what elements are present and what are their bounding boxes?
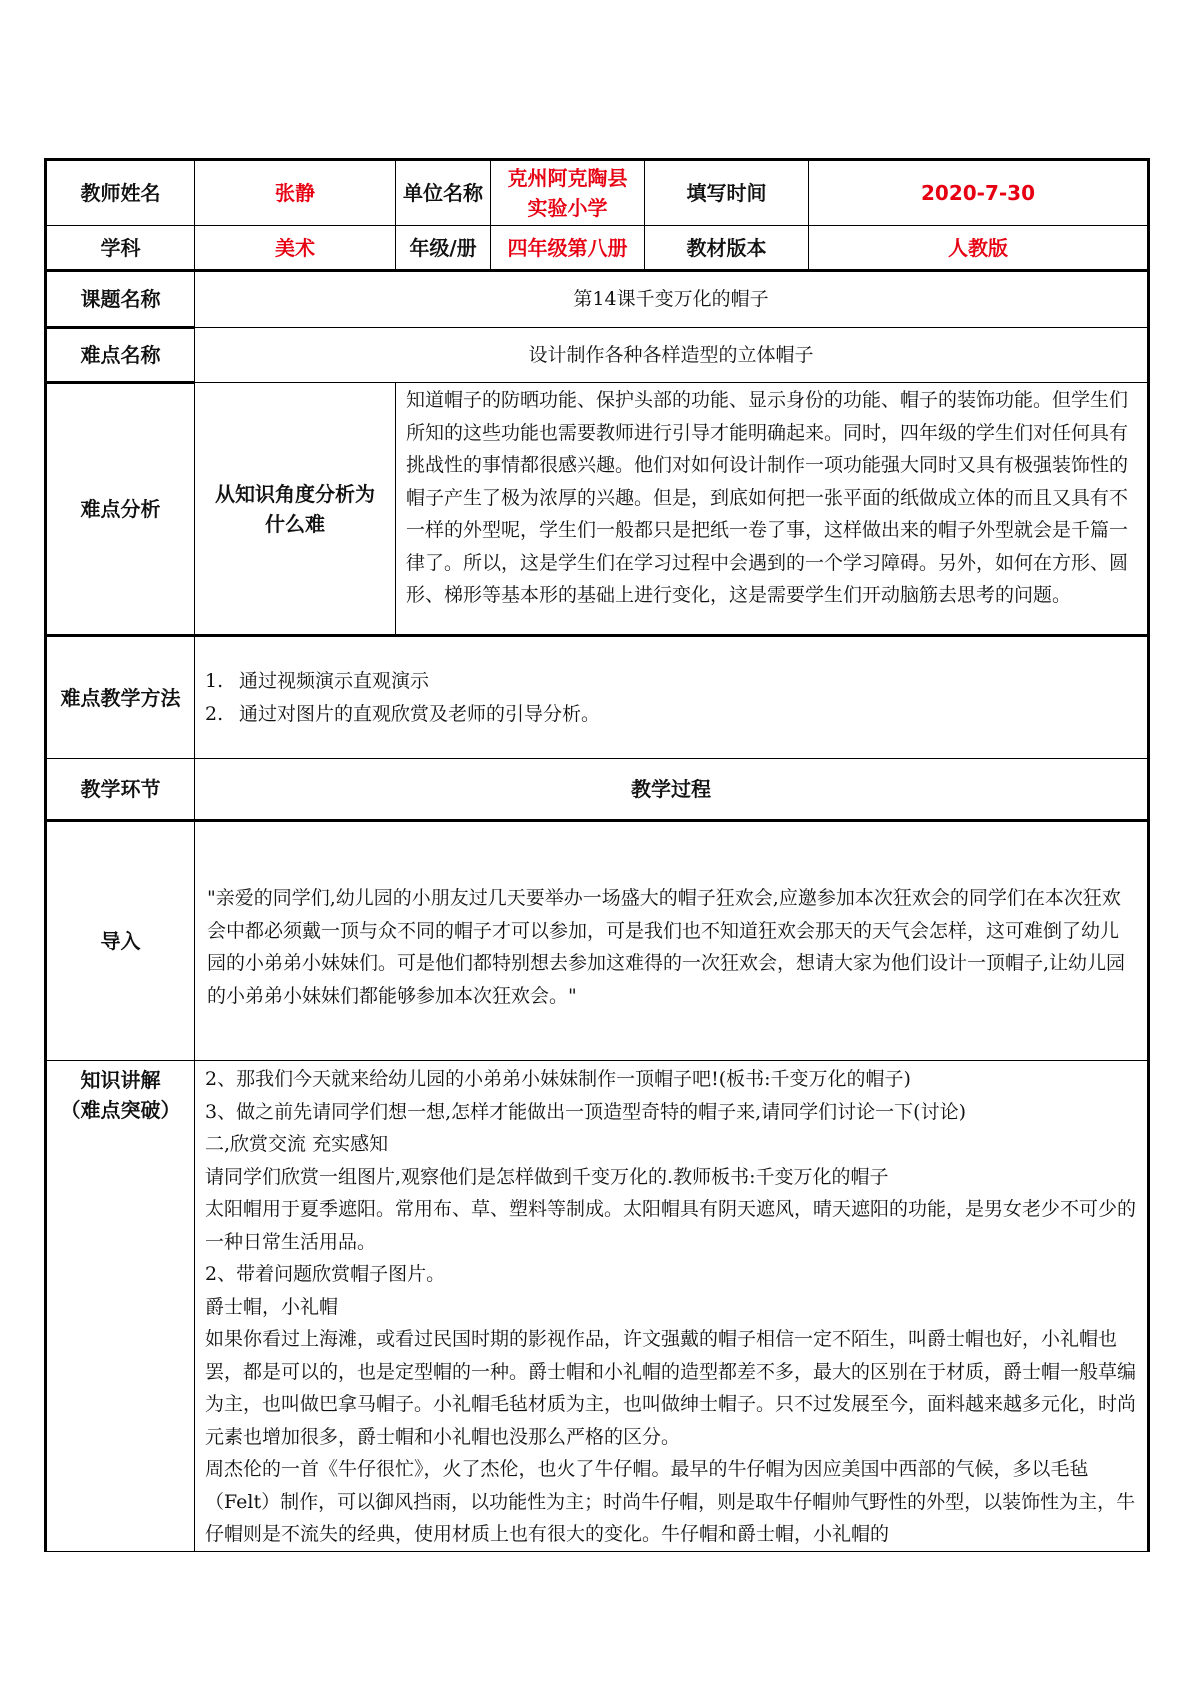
intro-text: "亲爱的同学们,幼儿园的小朋友过几天要举办一场盛大的帽子狂欢会,应邀参加本次狂欢会的同学们在本次狂欢会中都必须戴一顶与众不同的帽子才可以参加，可是我们也不知道狂欢会那天的天气会怎样，这可难倒了幼儿园的小弟弟小妹妹们。可是他们都特别想去参加这难得的一次狂欢会，想请大家为他们设计一顶帽子,让幼儿园的小弟弟小妹妹们都能够参加本次狂欢会。" <box>195 821 1149 1061</box>
method-item-1-text: 通过视频演示直观演示 <box>239 670 430 692</box>
process-header-row <box>46 759 1149 821</box>
knowledge-label-line1: 知识讲解 <box>80 1068 161 1092</box>
unit-name-line2: 实验小学 <box>527 196 608 220</box>
unit-name-line1: 克州阿克陶县 <box>507 166 628 190</box>
edition-value: 人教版 <box>809 226 1149 271</box>
subject-label: 学科 <box>46 226 195 271</box>
unit-name-value <box>491 160 645 226</box>
header-row-1 <box>46 160 1149 226</box>
method-content <box>195 636 1149 759</box>
method-item-1 <box>205 665 1137 698</box>
unit-name-label: 单位名称 <box>396 160 491 226</box>
knowledge-para-8: 如果你看过上海滩，或看过民国时期的影视作品，许文强戴的帽子相信一定不陌生，叫爵士帽也好，小礼帽也罢，都是可以的，也是定型帽的一种。爵士帽和小礼帽的造型都差不多，最大的区别在于材质，爵士帽一般草编为主，也叫做巴拿马帽子。小礼帽毛毡材质为主，也叫做绅士帽子。只不过发展至今，面料越来越多元化，时尚元素也增加很多，爵士帽和小礼帽也没那么严格的区分。 <box>205 1328 1137 1448</box>
analysis-sub-label: 从知识角度分析为什么难 <box>195 383 396 636</box>
teacher-name-label: 教师姓名 <box>46 160 195 226</box>
knowledge-label <box>46 1061 195 1552</box>
fill-date-value: 2020-7-30 <box>809 160 1149 226</box>
topic-row <box>46 271 1149 328</box>
method-item-2-num: 2. <box>205 702 224 725</box>
knowledge-content <box>195 1061 1149 1552</box>
knowledge-para-3: 二,欣赏交流 充实感知 <box>205 1133 389 1155</box>
topic-value: 第14课千变万化的帽子 <box>195 271 1149 328</box>
subject-value: 美术 <box>195 226 396 271</box>
knowledge-para-9: 周杰伦的一首《牛仔很忙》，火了杰伦，也火了牛仔帽。最早的牛仔帽为因应美国中西部的气候，多以毛毡（Felt）制作，可以御风挡雨，以功能性为主；时尚牛仔帽，则是取牛仔帽帅气野性的外型，以装饰性为主，牛仔帽则是不流失的经典，使用材质上也有很大的变化。牛仔帽和爵士帽，小礼帽的 <box>205 1458 1136 1545</box>
method-item-2-text: 通过对图片的直观欣赏及老师的引导分析。 <box>239 702 601 725</box>
grade-label: 年级/册 <box>396 226 491 271</box>
knowledge-para-6: 2、带着问题欣赏帽子图片。 <box>205 1263 446 1285</box>
analysis-label: 难点分析 <box>46 383 195 636</box>
knowledge-para-5: 太阳帽用于夏季遮阳。常用布、草、塑料等制成。太阳帽具有阴天遮风，晴天遮阳的功能，是男女老少不可少的一种日常生活用品。 <box>205 1198 1137 1253</box>
method-item-1-num: 1. <box>205 670 224 692</box>
intro-label: 导入 <box>46 821 195 1061</box>
method-row <box>46 636 1149 759</box>
edition-label: 教材版本 <box>645 226 809 271</box>
difficulty-label: 难点名称 <box>46 328 195 383</box>
knowledge-para-4: 请同学们欣赏一组图片,观察他们是怎样做到千变万化的.教师板书:千变万化的帽子 <box>205 1165 889 1188</box>
process-right-label: 教学过程 <box>195 759 1149 821</box>
method-label: 难点教学方法 <box>46 636 195 759</box>
analysis-row <box>46 383 1149 636</box>
topic-label: 课题名称 <box>46 271 195 328</box>
difficulty-value: 设计制作各种各样造型的立体帽子 <box>195 328 1149 383</box>
difficulty-row <box>46 328 1149 383</box>
knowledge-row <box>46 1061 1149 1552</box>
knowledge-label-line2: （难点突破） <box>60 1098 181 1122</box>
process-left-label: 教学环节 <box>46 759 195 821</box>
header-row-2 <box>46 226 1149 271</box>
teacher-name-value: 张静 <box>195 160 396 226</box>
knowledge-para-1: 2、那我们今天就来给幼儿园的小弟弟小妹妹制作一顶帽子吧!(板书:千变万化的帽子) <box>205 1068 911 1090</box>
grade-value: 四年级第八册 <box>491 226 645 271</box>
method-item-2 <box>205 698 1137 731</box>
lesson-plan-table <box>44 158 1150 1552</box>
fill-date-label: 填写时间 <box>645 160 809 226</box>
analysis-text: 知道帽子的防晒功能、保护头部的功能、显示身份的功能、帽子的装饰功能。但学生们所知的这些功能也需要教师进行引导才能明确起来。同时，四年级的学生们对任何具有挑战性的事情都很感兴趣。他们对如何设计制作一项功能强大同时又具有极强装饰性的帽子产生了极为浓厚的兴趣。但是，到底如何把一张平面的纸做成立体的而且又具有不一样的外型呢，学生们一般都只是把纸一卷了事，这样做出来的帽子外型就会是千篇一律了。所以，这是学生们在学习过程中会遇到的一个学习障碍。另外，如何在方形、圆形、梯形等基本形的基础上进行变化，这是需要学生们开动脑筋去思考的问题。 <box>396 383 1149 636</box>
knowledge-para-2: 3、做之前先请同学们想一想,怎样才能做出一顶造型奇特的帽子来,请同学们讨论一下(讨论) <box>205 1100 966 1123</box>
method-list <box>205 665 1137 730</box>
intro-row <box>46 821 1149 1061</box>
knowledge-para-7: 爵士帽，小礼帽 <box>205 1295 339 1318</box>
